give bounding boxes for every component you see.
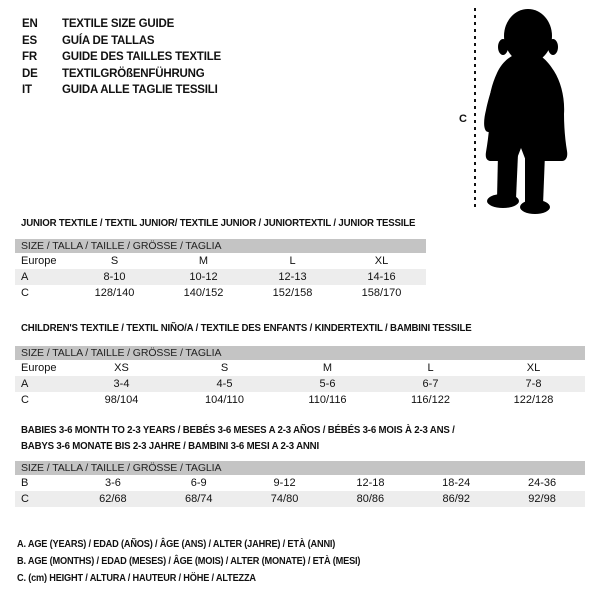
- cell: 128/140: [94, 287, 135, 299]
- cell: 9-12: [273, 477, 296, 489]
- cell: 12-13: [278, 271, 307, 283]
- size-header-band: SIZE / TALLA / TAILLE / GRÖSSE / TAGLIA: [15, 461, 585, 475]
- cell: 10-12: [189, 271, 218, 283]
- baby-silhouette-icon: [484, 9, 567, 214]
- size-table-children: [15, 346, 585, 408]
- cell: L: [427, 362, 434, 374]
- section-title-line: JUNIOR TEXTILE / TEXTIL JUNIOR/ TEXTILE JUNIOR / JUNIORTEXTIL / JUNIOR TESSILE: [21, 217, 416, 229]
- cell: 6-7: [422, 378, 439, 390]
- table-row: [15, 285, 426, 301]
- cell: 4-5: [216, 378, 233, 390]
- cell: 158/170: [361, 287, 402, 299]
- cell: 24-36: [527, 477, 557, 489]
- cell: 80/86: [356, 493, 385, 505]
- row-label: A: [21, 271, 29, 283]
- legend-title: TEXTILE SIZE GUIDE: [62, 18, 175, 30]
- cell: XL: [374, 255, 389, 267]
- cell: 7-8: [525, 378, 542, 390]
- cell: 152/158: [272, 287, 313, 299]
- cell: XL: [526, 362, 541, 374]
- footnote-c: C. (cm) HEIGHT / ALTURA / HAUTEUR / HÖHE / ALTEZZA: [17, 573, 256, 584]
- cell: 5-6: [319, 378, 336, 390]
- cell: M: [322, 362, 333, 374]
- cell: S: [220, 362, 229, 374]
- cell: L: [289, 255, 296, 267]
- cell: 8-10: [103, 271, 126, 283]
- size-table-junior: [15, 239, 426, 301]
- size-header-band: SIZE / TALLA / TAILLE / GRÖSSE / TAGLIA: [15, 346, 585, 360]
- legend-title: GUIDE DES TAILLES TEXTILE: [62, 51, 221, 63]
- size-table-babies: [15, 461, 585, 507]
- cell: 12-18: [356, 477, 385, 489]
- cell: 116/122: [411, 394, 450, 406]
- legend-row-es: [22, 33, 221, 50]
- cell: 3-6: [104, 477, 121, 489]
- section-title-babies: [21, 422, 492, 454]
- table-row: [15, 392, 585, 408]
- cell: 62/68: [99, 493, 127, 505]
- height-label: C: [459, 113, 467, 125]
- legend-title: TEXTILGRÖßENFÜHRUNG: [62, 67, 205, 80]
- cell: 92/98: [528, 493, 556, 505]
- cell: 98/104: [104, 394, 139, 406]
- table-row: [15, 253, 426, 269]
- language-code: IT: [22, 84, 32, 96]
- row-label: C: [21, 394, 29, 406]
- table-row: [15, 475, 585, 491]
- cell: 18-24: [442, 477, 471, 489]
- table-row: [15, 269, 426, 285]
- row-label: B: [21, 477, 29, 489]
- cell: XS: [114, 362, 129, 374]
- cell: 86/92: [442, 493, 470, 505]
- legend-row-en: [22, 16, 221, 33]
- section-title-line: BABYS 3-6 MONATE BIS 2-3 JAHRE / BAMBINI 3-6 MESI A 2-3 ANNI: [21, 440, 319, 452]
- row-label: C: [21, 493, 29, 505]
- legend-title: GUÍA DE TALLAS: [62, 34, 155, 47]
- table-row: [15, 376, 585, 392]
- size-header-band: SIZE / TALLA / TAILLE / GRÖSSE / TAGLIA: [15, 239, 426, 253]
- cell: 74/80: [270, 493, 299, 505]
- row-label: C: [21, 287, 29, 299]
- cell: 6-9: [190, 477, 207, 489]
- row-label: Europe: [21, 255, 57, 267]
- row-label: Europe: [21, 362, 57, 374]
- footnote-a: A. AGE (YEARS) / EDAD (AÑOS) / ÂGE (ANS) / ALTER (JAHRE) / ETÀ (ANNI): [17, 539, 336, 550]
- row-label: A: [21, 378, 29, 390]
- section-title-junior: [21, 215, 450, 231]
- table-row: [15, 491, 585, 507]
- language-legend: [22, 16, 221, 99]
- cell: M: [198, 255, 209, 267]
- legend-title: GUIDA ALLE TAGLIE TESSILI: [62, 84, 218, 96]
- legend-row-it: [22, 82, 221, 99]
- cell: 104/110: [205, 394, 244, 406]
- cell: 68/74: [184, 493, 213, 505]
- table-row: [15, 360, 585, 376]
- footnotes: [17, 536, 390, 587]
- section-title-line: BABIES 3-6 MONTH TO 2-3 YEARS / BEBÉS 3-6 MESES A 2-3 AÑOS / BÉBÉS 3-6 MOIS À 2-3 ANS /: [21, 424, 455, 436]
- language-code: FR: [22, 51, 37, 63]
- baby-figure: [458, 2, 590, 214]
- language-code: EN: [22, 18, 38, 30]
- cell: 14-16: [367, 271, 396, 283]
- cell: 122/128: [513, 394, 554, 406]
- cell: S: [110, 255, 119, 267]
- cell: 110/116: [308, 394, 347, 406]
- section-title-line: CHILDREN'S TEXTILE / TEXTIL NIÑO/A / TEXTILE DES ENFANTS / KINDERTEXTIL / BAMBINI TESSILE: [21, 322, 472, 334]
- legend-row-de: [22, 66, 221, 83]
- footnote-b: B. AGE (MONTHS) / EDAD (MESES) / ÂGE (MOIS) / ALTER (MONATE) / ETÀ (MESI): [17, 556, 361, 567]
- cell: 3-4: [113, 378, 130, 390]
- section-title-children: [21, 320, 511, 336]
- legend-row-fr: [22, 49, 221, 66]
- language-code: DE: [22, 67, 38, 80]
- cell: 140/152: [183, 287, 224, 299]
- language-code: ES: [22, 34, 37, 47]
